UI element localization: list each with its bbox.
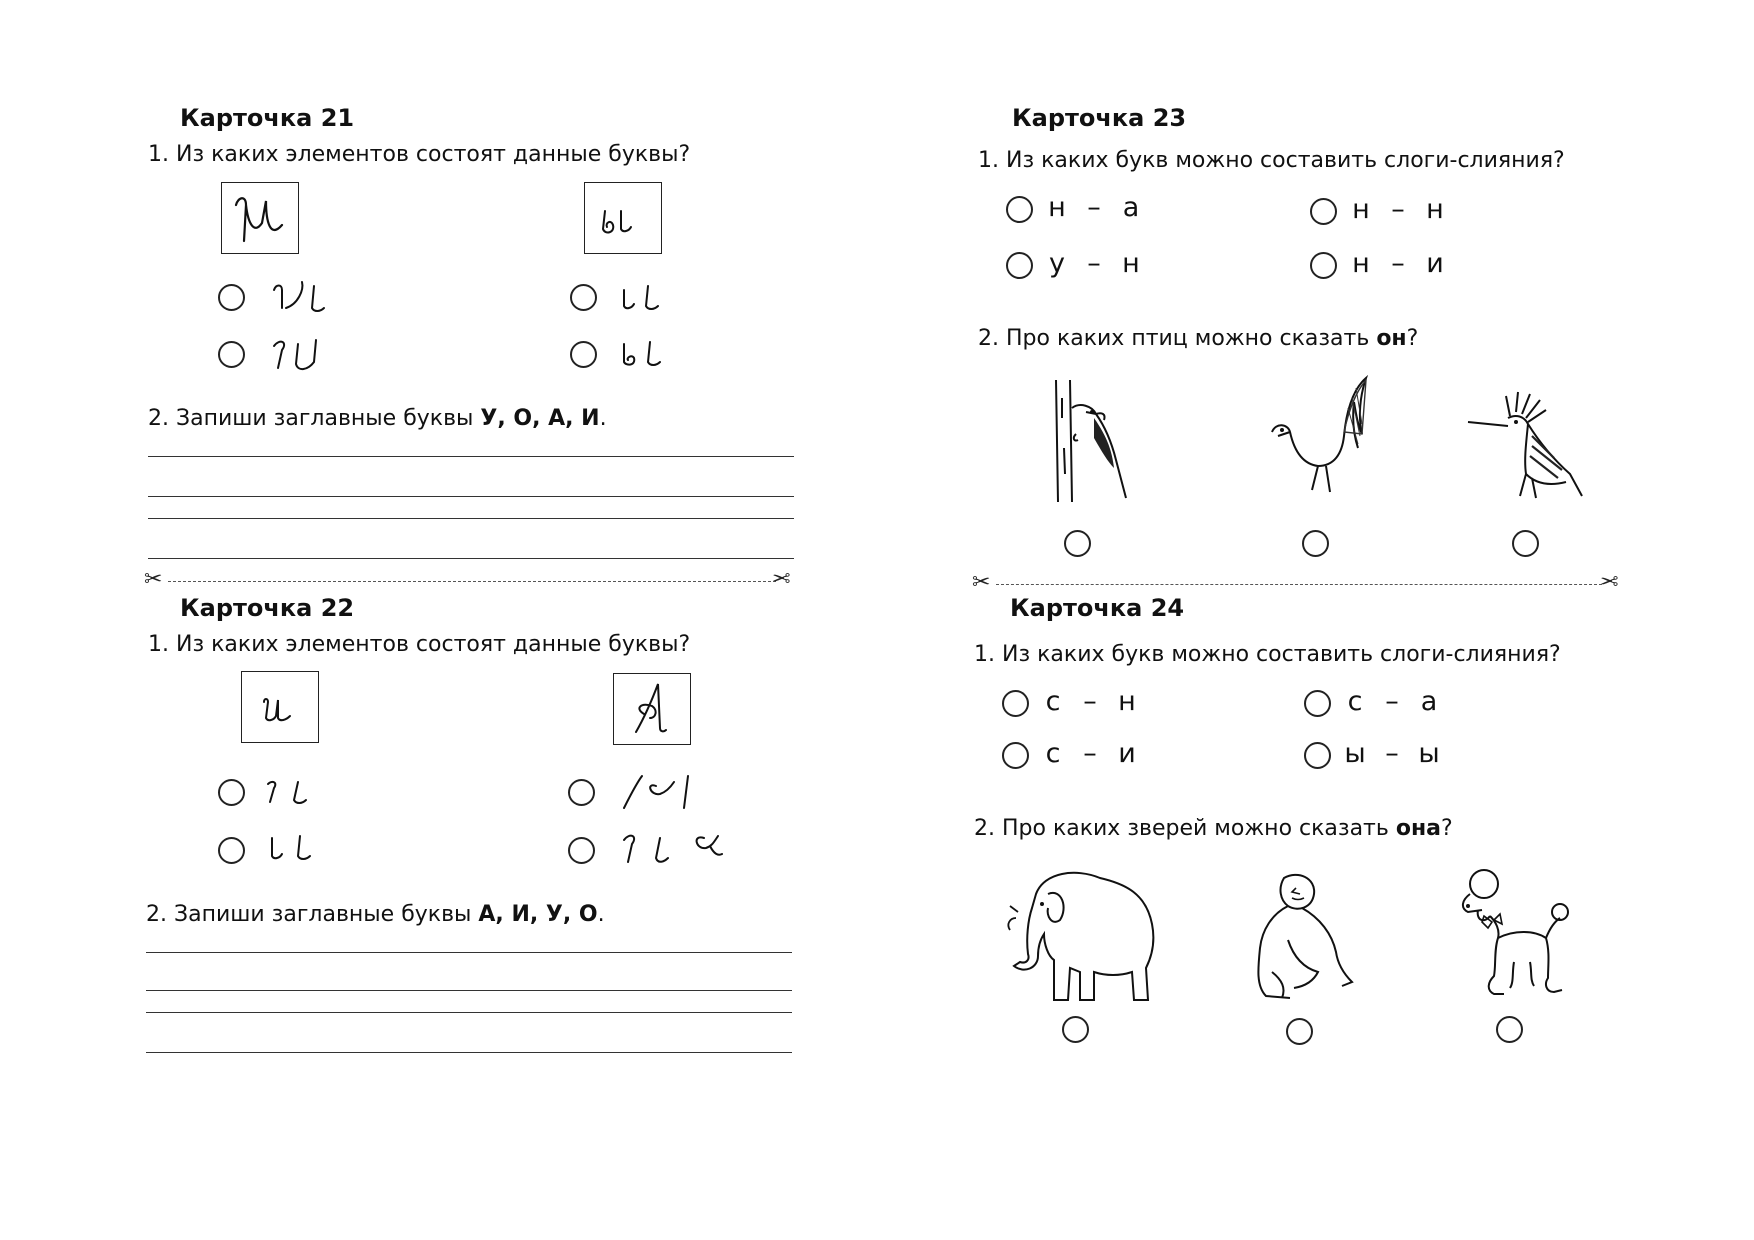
writing-line[interactable] (148, 456, 794, 457)
woodpecker-icon (1050, 378, 1136, 504)
card-24-title: Карточка 24 (1010, 594, 1185, 622)
cursive-letter-i-icon (242, 672, 318, 742)
card-22-elements-b (266, 830, 332, 866)
writing-line[interactable] (146, 1012, 792, 1013)
card-21-question-1: 1. Из каких элементов состоят данные буквы? (148, 142, 691, 167)
scissors-icon: ✂ (1600, 570, 1619, 595)
answer-circle-icon[interactable] (218, 284, 245, 311)
card-22-elements-a (262, 774, 332, 810)
card-22-elements-c (616, 768, 716, 816)
writing-line[interactable] (146, 1052, 792, 1053)
answer-circle-icon[interactable] (1310, 252, 1337, 279)
answer-circle-icon[interactable] (1062, 1016, 1089, 1043)
syllable-option: н – н (1352, 194, 1444, 225)
card-21-elements-a (268, 276, 348, 316)
poodle-icon (1454, 866, 1570, 1006)
hoopoe-icon (1466, 388, 1586, 504)
card-21-letter-box-2 (584, 182, 662, 254)
answer-circle-icon[interactable] (1064, 530, 1091, 557)
monkey-icon (1242, 868, 1362, 1004)
card-23-question-2: 2. Про каких птиц можно сказать он? (978, 326, 1419, 351)
card-22-question-1: 1. Из каких элементов состоят данные буквы? (148, 632, 691, 657)
card-24-question-1: 1. Из каких букв можно составить слоги-слияния? (974, 642, 1561, 667)
answer-circle-icon[interactable] (1304, 690, 1331, 717)
answer-circle-icon[interactable] (1006, 196, 1033, 223)
answer-circle-icon[interactable] (1006, 252, 1033, 279)
answer-circle-icon[interactable] (1302, 530, 1329, 557)
card-23-question-1: 1. Из каких букв можно составить слоги-слияния? (978, 148, 1565, 173)
answer-circle-icon[interactable] (568, 779, 595, 806)
answer-circle-icon[interactable] (568, 837, 595, 864)
syllable-option: у – н (1049, 248, 1140, 279)
scissors-icon: ✂ (144, 567, 163, 592)
syllable-option: ы – ы (1344, 738, 1440, 769)
answer-circle-icon[interactable] (1002, 742, 1029, 769)
writing-line[interactable] (146, 952, 792, 953)
answer-circle-icon[interactable] (218, 341, 245, 368)
answer-circle-icon[interactable] (1304, 742, 1331, 769)
writing-line[interactable] (146, 990, 792, 991)
black-grouse-icon (1262, 374, 1372, 504)
syllable-option: с – н (1045, 686, 1136, 717)
card-21-elements-c (618, 280, 678, 316)
syllable-option: с – а (1347, 686, 1438, 717)
card-23-title: Карточка 23 (1012, 104, 1187, 132)
elephant-icon (996, 864, 1162, 1006)
cursive-letter-y-icon (585, 183, 661, 253)
card-22-letter-box-2 (613, 673, 691, 745)
syllable-option: н – и (1352, 248, 1444, 279)
card-22-title: Карточка 22 (180, 594, 355, 622)
cut-line (996, 584, 1602, 585)
answer-circle-icon[interactable] (218, 837, 245, 864)
card-21-letter-box-1 (221, 182, 299, 254)
syllable-option: с – и (1045, 738, 1136, 769)
answer-circle-icon[interactable] (1002, 690, 1029, 717)
cut-line (168, 581, 776, 582)
card-22-letter-box-1 (241, 671, 319, 743)
card-21-question-2: 2. Запиши заглавные буквы У, О, А, И. (148, 406, 607, 431)
cursive-letter-sh-icon (222, 183, 298, 253)
scissors-icon: ✂ (772, 567, 791, 592)
scissors-icon: ✂ (972, 570, 991, 595)
cursive-letter-a-icon (614, 674, 690, 744)
card-24-question-2: 2. Про каких зверей можно сказать она? (974, 816, 1453, 841)
answer-circle-icon[interactable] (1310, 198, 1337, 225)
card-21-elements-d (618, 336, 678, 372)
answer-circle-icon[interactable] (570, 284, 597, 311)
answer-circle-icon[interactable] (1496, 1016, 1523, 1043)
writing-line[interactable] (148, 558, 794, 559)
card-22-elements-d (618, 828, 728, 870)
writing-line[interactable] (148, 496, 794, 497)
answer-circle-icon[interactable] (1512, 530, 1539, 557)
card-22-question-2: 2. Запиши заглавные буквы А, И, У, О. (146, 902, 605, 927)
answer-circle-icon[interactable] (570, 341, 597, 368)
writing-line[interactable] (148, 518, 794, 519)
answer-circle-icon[interactable] (1286, 1018, 1313, 1045)
answer-circle-icon[interactable] (218, 779, 245, 806)
card-21-elements-b (268, 334, 348, 376)
card-21-title: Карточка 21 (180, 104, 355, 132)
syllable-option: н – а (1048, 192, 1140, 223)
